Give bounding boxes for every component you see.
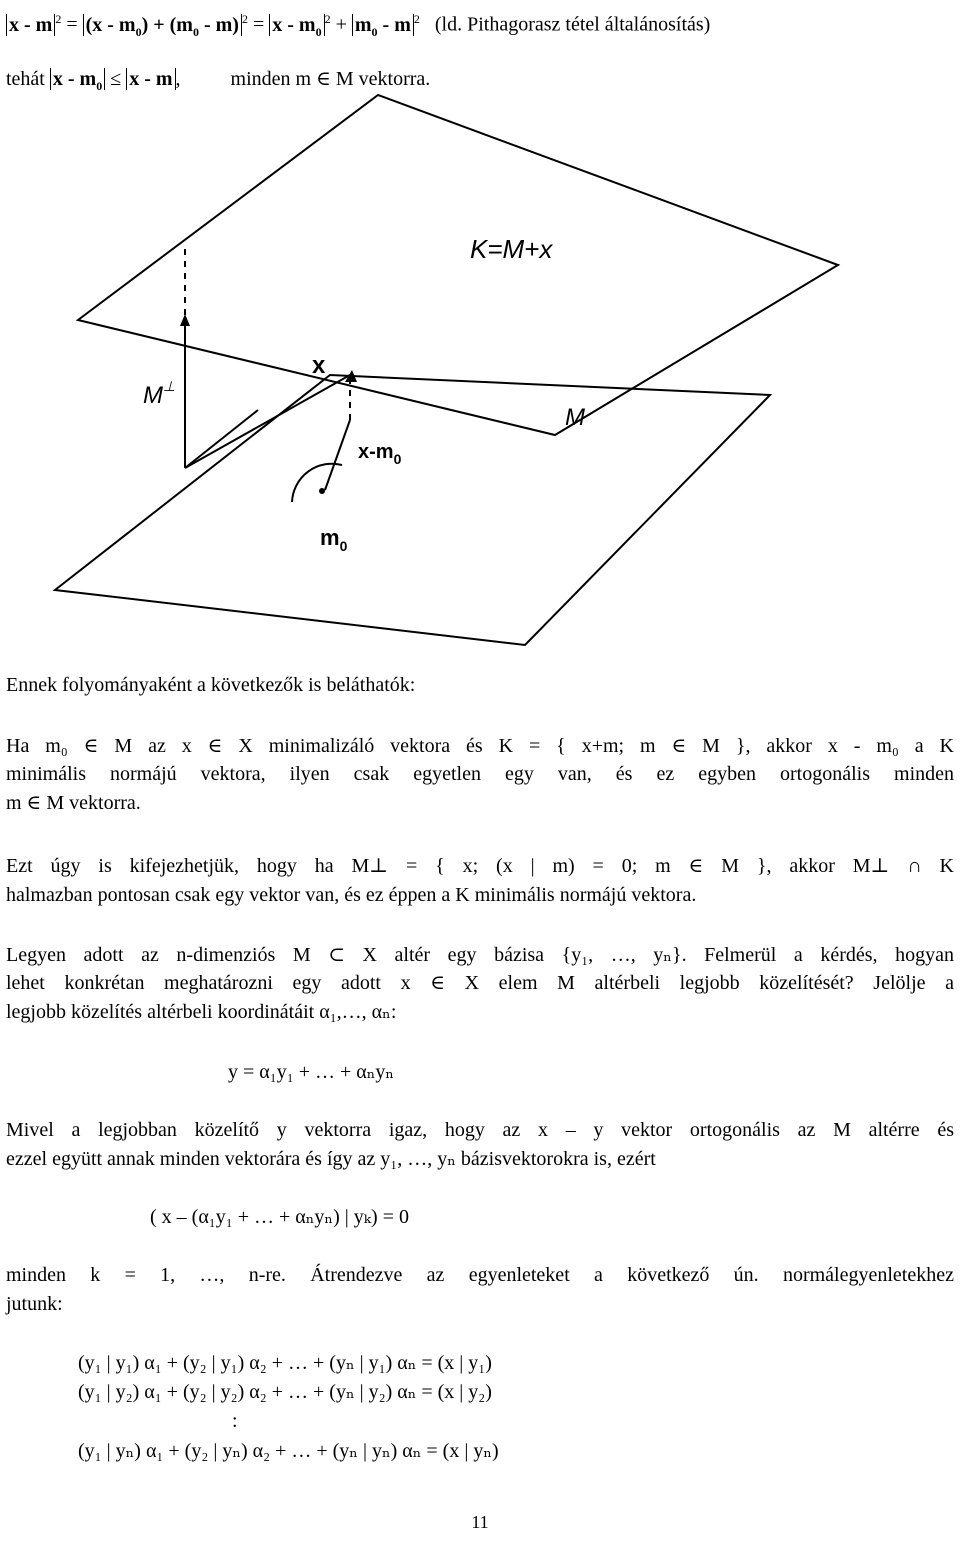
m0-point bbox=[319, 488, 325, 494]
header-inequality: tehát $x - m_0 \le x - m$ , minden m ∈ M vektorra. bbox=[6, 68, 431, 93]
normal-equation-n: (y₁ | yₙ) α₁ + (y₂ | yₙ) α₂ + … + (yₙ | yₙ) αₙ = (x | yₙ) bbox=[78, 1440, 499, 1462]
normal-equation-1: (y₁ | y₁) α₁ + (y₂ | y₁) α₂ + … + (yₙ | y₁) αₙ = (x | y₁) bbox=[78, 1352, 492, 1374]
label-K: K=M+x bbox=[470, 234, 553, 264]
pythagoras-reference: (ld. Pithagorasz tétel általánosítás) bbox=[434, 13, 711, 36]
plane-K bbox=[78, 95, 838, 435]
equals: = bbox=[66, 13, 83, 36]
header-formula-pythagoras: x - m $^2 = (x - m_0) + (m_0 - m)$ $^2 = x - m_0^2 + m_0 - m$ $^2$ (ld. Pithagorasz tétel általánosítás) bbox=[6, 6, 710, 45]
label-x: x bbox=[312, 352, 326, 379]
mperp-arrow-head bbox=[180, 314, 190, 326]
therefore-text: tehát bbox=[6, 68, 45, 90]
label-m0: $m_0$ bbox=[320, 525, 348, 554]
equals-2: = bbox=[252, 13, 270, 36]
norm-m0-m: $m_0$ - m bbox=[352, 14, 414, 36]
paragraph-4-line-2: ezzel együtt annak minden vektorára és így az y₁, …, yₙ bázisvektorokra is, ezért bbox=[6, 1148, 656, 1170]
for-all-m-text: minden m ∈ M vektorra. bbox=[230, 68, 431, 90]
paragraph-5-line-2: jutunk: bbox=[6, 1293, 63, 1315]
label-M: M bbox=[565, 404, 585, 431]
label-Mperp: M⊥ bbox=[143, 378, 176, 409]
paragraph-3-line-3: legjobb közelítés altérbeli koordinátáit α₁,…, αₙ: bbox=[6, 1001, 397, 1023]
x-m0-solid bbox=[325, 420, 350, 490]
norm-x-minus-m: x - m bbox=[6, 14, 55, 36]
norm-x-m0: x - $m_0$ bbox=[269, 14, 324, 36]
geometry-diagram bbox=[0, 90, 960, 650]
normal-equation-ellipsis: : bbox=[232, 1410, 238, 1432]
paragraph-1-line-3: m ∈ M vektorra. bbox=[6, 792, 141, 814]
norm-x-m0-lhs: x - $m_0$ bbox=[50, 68, 105, 90]
paragraph-1-line-2: minimális normájú vektora, ilyen csak egyetlen egy van, és ez egyben ortogonális minden bbox=[6, 763, 954, 785]
paragraph-4-line-1: Mivel a legjobban közelítő y vektorra igaz, hogy az x – y vektor ortogonális az M altérre és bbox=[6, 1119, 954, 1141]
plus: + bbox=[335, 13, 352, 36]
paragraph-1-line-1: Ha m₀ ∈ M az x ∈ X minimalizáló vektora és K = { x+m; m ∈ M }, akkor x - m₀ a K bbox=[6, 735, 954, 757]
paragraph-3-line-2: lehet konkrétan meghatározni egy adott x ∈ X elem M altérbeli legjobb közelítését? Jelölje a bbox=[6, 972, 954, 994]
plane-M bbox=[55, 375, 770, 645]
page-number: 11 bbox=[471, 1512, 489, 1532]
paragraph-2-line-1: Ezt úgy is kifejezhetjük, hogy ha M⊥ = { x; (x | m) = 0; m ∈ M }, akkor M⊥ ∩ K bbox=[6, 855, 954, 877]
equation-orthogonality: ( x – (α₁y₁ + … + αₙyₙ) | yₖ) = 0 bbox=[150, 1206, 409, 1228]
vector-x-line bbox=[185, 375, 350, 468]
norm-sum: $(x - m_0) + (m_0 - m)$ bbox=[83, 14, 242, 36]
paragraph-5-line-1: minden k = 1, …, n-re. Átrendezve az egyenleteket a következő ún. normálegyenletekhez bbox=[6, 1264, 954, 1286]
label-x-m0: $x-m_0$ bbox=[358, 441, 402, 467]
intro-sentence: Ennek folyományaként a következők is beláthatók: bbox=[6, 674, 416, 696]
norm-x-m-rhs: x - m bbox=[126, 68, 175, 90]
normal-equation-2: (y₁ | y₂) α₁ + (y₂ | y₂) α₂ + … + (yₙ | y₂) αₙ = (x | y₂) bbox=[78, 1381, 492, 1403]
paragraph-3-line-1: Legyen adott az n-dimenziós M ⊂ X altér egy bázisa {y₁, …, yₙ}. Felmerül a kérdés, hogyan bbox=[6, 944, 954, 966]
right-angle-arc bbox=[292, 464, 342, 502]
equation-y-combination: y = α₁y₁ + … + αₙyₙ bbox=[228, 1061, 395, 1083]
paragraph-2-line-2: halmazban pontosan csak egy vektor van, és ez éppen a K minimális normájú vektora. bbox=[6, 884, 697, 906]
